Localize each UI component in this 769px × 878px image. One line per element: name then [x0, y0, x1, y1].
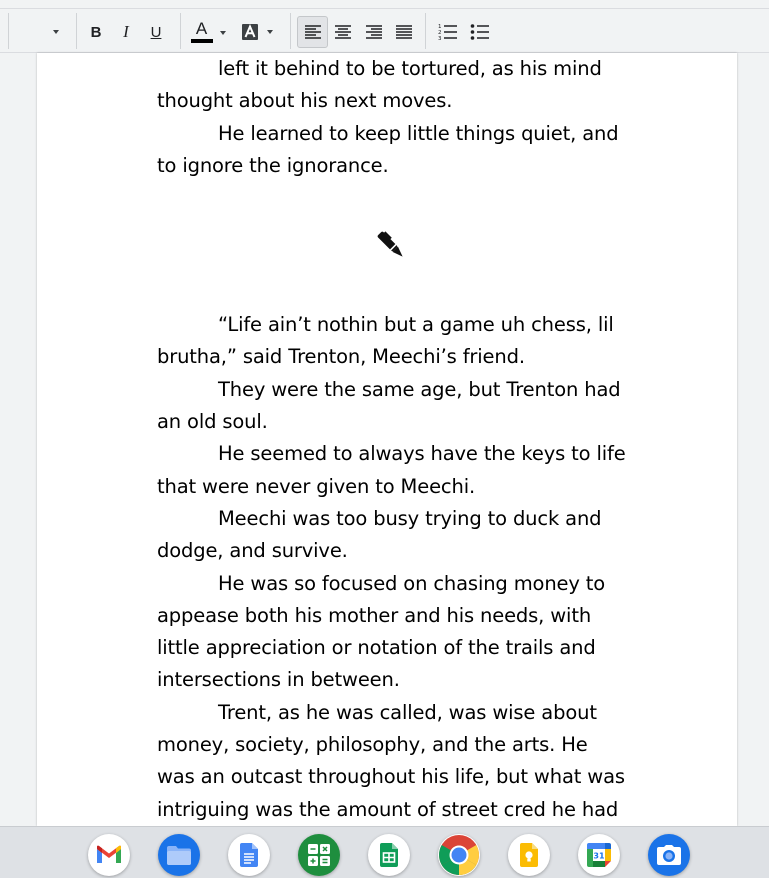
gmail-icon — [96, 845, 122, 865]
calendar-day: 31 — [593, 851, 605, 861]
section-break — [157, 182, 627, 309]
chevron-down-icon — [267, 30, 273, 34]
svg-text:1: 1 — [438, 24, 442, 30]
toolbar-divider — [290, 13, 291, 49]
pen-icon — [373, 227, 411, 265]
toolbar-divider — [76, 13, 77, 49]
align-right-button[interactable] — [361, 16, 387, 48]
keep-app[interactable] — [508, 834, 550, 876]
calculator-icon — [307, 843, 331, 867]
italic-button[interactable]: I — [123, 22, 129, 41]
justify-button[interactable] — [391, 16, 417, 48]
paragraph: He was so focused on chasing money to appease both his mother and his needs, with little appreciation or notation of the trails and intersections in between. — [157, 571, 606, 692]
toolbar-divider — [8, 13, 9, 49]
bulleted-list-button[interactable] — [467, 16, 493, 48]
paragraph: thought about his next moves. — [157, 89, 453, 113]
font-color-swatch — [191, 39, 213, 43]
chrome-app[interactable] — [438, 834, 480, 876]
align-left-button[interactable] — [297, 16, 328, 48]
camera-icon — [655, 844, 683, 866]
chevron-down-icon — [220, 31, 226, 35]
align-right-icon — [365, 24, 383, 40]
chrome-icon — [438, 834, 480, 876]
keep-icon — [520, 843, 538, 867]
files-icon — [166, 844, 192, 866]
bold-button[interactable]: B — [90, 23, 102, 41]
bulleted-list-icon — [470, 23, 490, 41]
highlight-color-button[interactable] — [236, 16, 278, 48]
formatting-toolbar — [0, 8, 769, 53]
text-color-icon — [191, 21, 213, 43]
docs-app[interactable] — [228, 834, 270, 876]
highlight-icon — [241, 23, 259, 41]
align-center-icon — [334, 24, 352, 40]
paragraph: Meechi was too busy trying to duck and dodge, and survive. — [157, 506, 602, 563]
chevron-down-icon — [53, 30, 59, 34]
numbered-list-icon — [438, 23, 458, 41]
document-body[interactable] — [157, 53, 627, 826]
underline-button[interactable]: U — [150, 23, 162, 41]
paragraph: left it behind to be tortured, as his mind — [218, 57, 602, 80]
paragraph: Trent, as he was called, was wise about money, society, philosophy, and the arts. He was an outcast throughout his life, but what was intriguing was the amount of street cred he had — [157, 700, 625, 821]
taskbar-shelf — [0, 826, 769, 878]
paragraph: “Life ain’t nothin but a game uh chess, lil brutha,” said Trenton, Meechi’s friend. — [157, 313, 614, 369]
sheets-icon — [380, 843, 398, 867]
document-page[interactable] — [37, 53, 737, 826]
camera-app[interactable] — [648, 834, 690, 876]
paragraph: He seemed to always have the keys to life that were never given to Meechi. — [157, 442, 626, 498]
svg-text:2: 2 — [438, 30, 442, 36]
numbered-list-button[interactable] — [435, 16, 461, 48]
font-color-button[interactable] — [186, 16, 230, 48]
gmail-app[interactable] — [88, 834, 130, 876]
align-center-button[interactable] — [330, 16, 356, 48]
svg-text:3: 3 — [438, 36, 442, 41]
toolbar-divider — [180, 13, 181, 49]
sheets-app[interactable] — [368, 834, 410, 876]
calculator-app[interactable] — [298, 834, 340, 876]
align-left-icon — [304, 24, 322, 40]
paragraph: He learned to keep little things quiet, and to ignore the ignorance. — [157, 121, 619, 177]
calendar-icon — [586, 842, 612, 868]
docs-icon — [240, 843, 258, 867]
calendar-app[interactable] — [578, 834, 620, 876]
toolbar-divider — [425, 13, 426, 49]
font-color-label: A — [195, 19, 208, 38]
paragraph: They were the same age, but Trenton had an old soul. — [157, 377, 621, 434]
align-justify-icon — [395, 24, 413, 40]
font-size-dropdown[interactable] — [46, 16, 66, 48]
files-app[interactable] — [158, 834, 200, 876]
